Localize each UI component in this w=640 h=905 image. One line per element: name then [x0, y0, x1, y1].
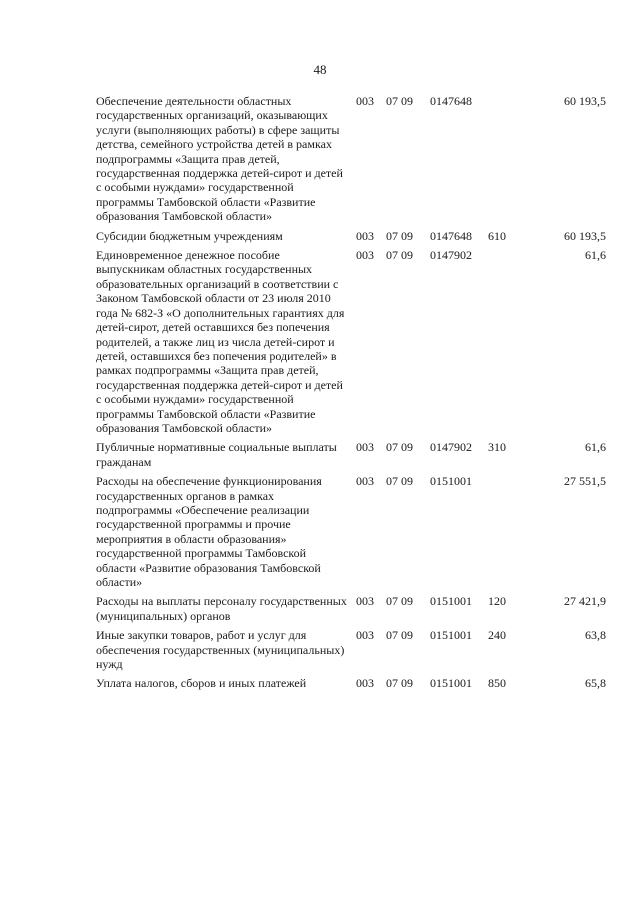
target-article: 0147648	[430, 228, 472, 243]
target-article: 0147902	[430, 440, 472, 455]
expense-type: 310	[488, 440, 506, 455]
amount: 61,6	[585, 440, 606, 455]
ministry-code: 003	[356, 248, 374, 263]
table-row	[96, 628, 606, 676]
page-number: 48	[313, 62, 327, 77]
expense-type: 240	[488, 628, 506, 643]
target-article: 0151001	[430, 628, 472, 643]
ministry-code: 003	[356, 676, 374, 691]
table-row	[96, 594, 606, 628]
amount: 60 193,5	[564, 228, 606, 243]
expense-name: Публичные нормативные социальные выплаты гражданам	[96, 440, 337, 469]
table-row	[96, 676, 606, 695]
expense-type: 120	[488, 594, 506, 609]
section-code: 07 09	[386, 440, 413, 455]
expense-type: 610	[488, 228, 506, 243]
table-row	[96, 248, 606, 440]
section-code: 07 09	[386, 628, 413, 643]
ministry-code: 003	[356, 94, 374, 108]
ministry-code: 003	[356, 628, 374, 643]
target-article: 0151001	[430, 676, 472, 691]
target-article: 0151001	[430, 474, 472, 489]
ministry-code: 003	[356, 228, 374, 243]
table-row	[96, 229, 606, 248]
target-article: 0151001	[430, 594, 472, 609]
amount: 27 421,9	[564, 594, 606, 609]
expense-name: Единовременное денежное пособие выпускникам областных государственных образовательных организаций в соответствии с Законом Тамбовской области от 23 июля 2010 года № 682-З «О дополнительных гарантиях для детей-сирот, детей оставшихся без попечения родителей, а также лиц из числа детей-сирот и детей, оставшихся без попечения родителей» в рамках подпрограммы «Защита прав детей, государственная поддержка детей-сирот и детей с особыми нуждами» государственной программы Тамбовской области «Развитие образования Тамбовской области»	[96, 248, 345, 435]
target-article: 0147648	[430, 94, 472, 108]
expense-type: 850	[488, 676, 506, 691]
expense-name: Субсидии бюджетным учреждениям	[96, 228, 283, 243]
amount: 63,8	[585, 628, 606, 643]
amount: 60 193,5	[564, 94, 606, 108]
section-code: 07 09	[386, 676, 413, 691]
ministry-code: 003	[356, 474, 374, 489]
expense-type	[488, 248, 522, 440]
expense-name: Уплата налогов, сборов и иных платежей	[96, 676, 307, 691]
target-article: 0147902	[430, 248, 472, 263]
expense-type	[488, 94, 522, 229]
table-row	[96, 94, 606, 229]
section-code: 07 09	[386, 228, 413, 243]
expense-name: Расходы на обеспечение функционирования государственных органов в рамках подпрограммы «Обеспечение реализации государственной программы и прочие мероприятия в области образования» государственной программы Тамбовской области «Развитие образования Тамбовской области»	[96, 474, 322, 589]
section-code: 07 09	[386, 248, 413, 263]
table-row	[96, 474, 606, 594]
section-code: 07 09	[386, 594, 413, 609]
expense-name: Иные закупки товаров, работ и услуг для обеспечения государственных (муниципальных) нужд	[96, 628, 345, 672]
budget-table	[96, 94, 606, 696]
expense-name: Расходы на выплаты персоналу государственных (муниципальных) органов	[96, 594, 347, 623]
expense-name: Обеспечение деятельности областных государственных организаций, оказывающих услуги (выполняющих работы) в сфере защиты детства, семейного устройства детей в рамках подпрограммы «Защита прав детей, государственная поддержка детей-сирот и детей с особыми нуждами» государственной программы Тамбовской области «Развитие образования Тамбовской области»	[96, 94, 343, 224]
section-code: 07 09	[386, 474, 413, 489]
table-row	[96, 440, 606, 474]
amount: 65,8	[585, 676, 606, 691]
expense-type	[488, 474, 522, 594]
amount: 61,6	[585, 248, 606, 263]
ministry-code: 003	[356, 440, 374, 455]
ministry-code: 003	[356, 594, 374, 609]
section-code: 07 09	[386, 94, 413, 108]
amount: 27 551,5	[564, 474, 606, 489]
